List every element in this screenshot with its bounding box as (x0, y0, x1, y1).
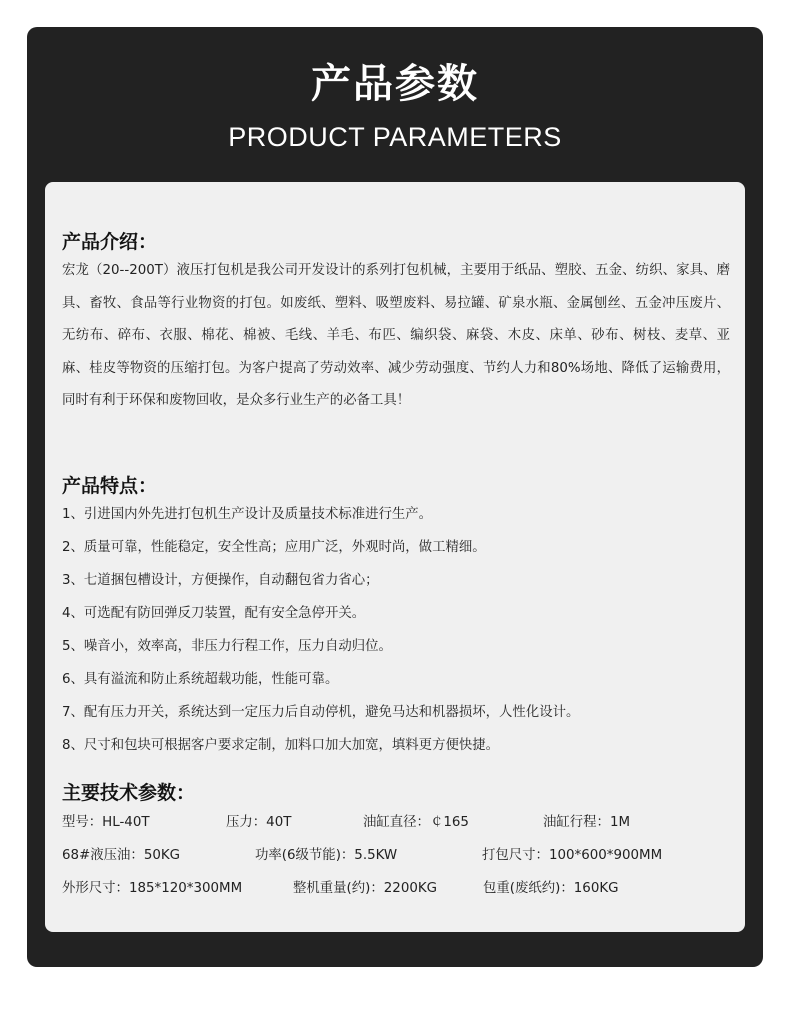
feature-item: 1、引进国内外先进打包机生产设计及质量技术标准进行生产。 (62, 507, 433, 522)
param-dimensions: 外形尺寸：185*120*300MM (62, 881, 243, 896)
feature-item: 2、质量可靠，性能稳定，安全性高；应用广泛，外观时尚，做工精细。 (62, 540, 486, 555)
feature-item: 4、可选配有防回弹反刀装置，配有安全急停开关。 (62, 606, 366, 621)
param-cylinder-diameter: 油缸直径：￠165 (363, 815, 469, 830)
page-subtitle: PRODUCT PARAMETERS (228, 122, 562, 152)
param-hydraulic-oil: 68#液压油：50KG (62, 848, 181, 863)
feature-item: 8、尺寸和包块可根据客户要求定制，加料口加大加宽，填料更方便快捷。 (62, 738, 500, 753)
intro-text: 宏龙（20--200T）液压打包机是我公司开发设计的系列打包机械，主要用于纸品、塑胶、五金、纺织、家具、磨具、畜牧、食品等行业物资的打包。如废纸、塑料、吸塑废料、易拉罐、矿泉水瓶、金属刨丝、五金冲压废片、无纺布、碎布、衣服、棉花、棉被、毛线、羊毛、布匹、编织袋、麻袋、木皮、床单、砂布、树枝、麦草、亚麻、桂皮等物资的压缩打包。为客户提高了劳动效率、减少劳动强度、节约人力和80%场地、降低了运输费用， 同时有利于环保和废物回收，是众多行业生产的必备工具！ (62, 263, 730, 408)
features-heading: 产品特点： (62, 475, 158, 497)
param-bale-weight: 包重(废纸约)：160KG (483, 881, 619, 896)
feature-item: 3、七道捆包槽设计，方便操作，自动翻包省力省心； (62, 573, 379, 588)
param-model: 型号：HL-40T (62, 815, 150, 830)
param-cylinder-stroke: 油缸行程：1M (543, 815, 631, 830)
intro-heading: 产品介绍： (62, 231, 158, 253)
param-machine-weight: 整机重量(约)：2200KG (293, 881, 438, 896)
feature-item: 6、具有溢流和防止系统超载功能，性能可靠。 (62, 672, 339, 687)
param-power: 功率(6级节能)：5.5KW (255, 848, 398, 863)
page-title: 产品参数 (311, 61, 479, 107)
feature-item: 7、配有压力开关，系统达到一定压力后自动停机，避免马达和机器损坏，人性化设计。 (62, 705, 580, 720)
param-bale-size: 打包尺寸：100*600*900MM (482, 848, 663, 863)
params-heading: 主要技术参数： (62, 782, 196, 804)
param-pressure: 压力：40T (226, 815, 292, 830)
feature-item: 5、噪音小，效率高，非压力行程工作，压力自动归位。 (62, 639, 392, 654)
